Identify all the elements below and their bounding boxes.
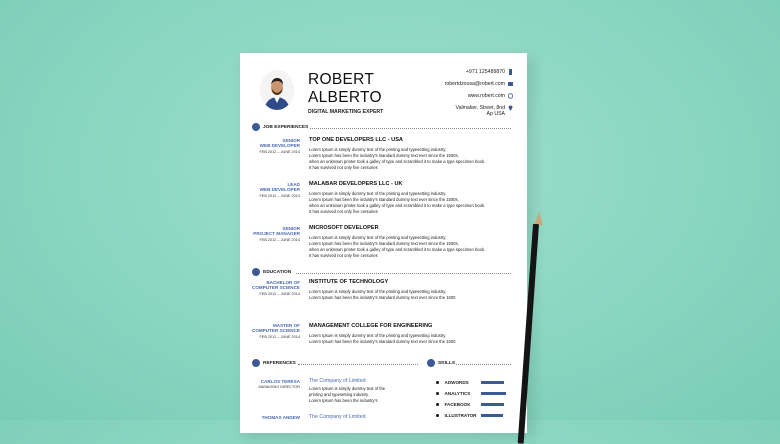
- email-icon: [508, 81, 513, 87]
- skill-bar: [481, 414, 503, 417]
- contact-phone: [445, 69, 513, 81]
- ref-1-desc: [309, 386, 419, 404]
- job-1-date: FEB 2012 – JUNE 2014: [259, 149, 300, 154]
- star-icon: [427, 359, 435, 367]
- ref-1-company: The Company of Limited: [309, 378, 366, 384]
- edu-2-meta: [246, 323, 300, 340]
- edu-1-degree-2: COMPUTER SCIENCE: [252, 285, 300, 291]
- job-1-desc: [309, 147, 514, 171]
- edu-1-date: FEB 2012 – JUNE 2014: [259, 291, 300, 296]
- name-line-2: ALBERTO: [308, 88, 382, 106]
- graduation-cap-icon: [252, 268, 260, 276]
- skill-item: [436, 402, 516, 407]
- address-line-1: Valmaker, Street, 8nd: [455, 105, 505, 111]
- section-job-label: JOB EXPERIENCES: [263, 124, 309, 130]
- divider: [310, 128, 511, 129]
- text-line: when an unknown printer took a galley of type and scrambled it to make a type specimen book.: [309, 247, 486, 252]
- section-education-label: EDUCATION: [263, 269, 292, 275]
- job-3-meta: [246, 226, 300, 243]
- skill-item: [436, 413, 516, 418]
- text-line: It has survived not only five centuries: [309, 165, 378, 170]
- skill-name: ADWORDS: [444, 380, 469, 385]
- website-text: www.robert.com: [467, 93, 505, 99]
- ref-1-role: MANAGING DIRECTOR: [258, 385, 300, 390]
- text-line: when an unknown printer took a galley of type and scrambled it to make a type specimen book.: [309, 203, 486, 208]
- section-references: [252, 359, 296, 367]
- contact-block: [445, 69, 513, 117]
- edu-2-degree-1: MASTER OF: [272, 323, 300, 328]
- text-line: Lorem Ipsum has been the industry's standard dummy text ever since the 1500s,: [309, 241, 459, 246]
- edu-1-school: INSTITUTE OF TECHNOLOGY: [309, 279, 389, 285]
- text-line: Lorem Ipsum has been the industry's standard dummy text ever since the 1500s,: [309, 197, 459, 202]
- skill-bar: [481, 392, 506, 395]
- contact-address: [445, 105, 513, 117]
- skill-name: FACEBOOK: [444, 402, 471, 407]
- job-3-desc: [309, 235, 514, 259]
- text-line: Lorem Ipsum is simply dummy text of the printing and typesetting industry.: [309, 191, 447, 196]
- contact-email: [445, 81, 513, 93]
- ref-1-name: CARLOS TERESA: [260, 379, 300, 384]
- job-1: [309, 137, 514, 171]
- phone-icon: [508, 69, 513, 75]
- text-line: Lorem Ipsum has been the industry's: [309, 398, 378, 403]
- skill-bar: [481, 403, 504, 406]
- ref-1: [309, 378, 419, 404]
- text-line: It has survived not only five centuries: [309, 253, 378, 258]
- ref-2-name: THOMAS ANDEW: [261, 415, 300, 420]
- job-1-role-1: SENIOR: [282, 138, 300, 143]
- text-line: printing and typesetting industry.: [309, 392, 369, 397]
- job-3-role-1: SENIOR: [282, 226, 300, 231]
- job-2-desc: [309, 191, 514, 215]
- profile-photo: [260, 70, 294, 110]
- ref-2-company: The Company of Limited: [309, 414, 366, 420]
- text-line: when an unknown printer took a galley of type and scrambled it to make a type specimen book.: [309, 159, 486, 164]
- skill-bar: [481, 381, 504, 384]
- text-line: It has survived not only five centuries: [309, 209, 378, 214]
- globe-icon: [508, 93, 513, 99]
- job-1-role-2: WEB DEVELOPER: [259, 143, 300, 149]
- edu-2: [309, 323, 514, 345]
- skill-item: [436, 391, 516, 396]
- address-line-2: Ap USA: [486, 111, 505, 117]
- bullet-icon: [436, 414, 439, 417]
- text-line: Lorem Ipsum is simply dummy text of the printing and typesetting industry.: [309, 289, 447, 294]
- text-line: Lorem Ipsum is simply dummy text of the: [309, 386, 386, 391]
- edu-1: [309, 279, 514, 301]
- contact-website: [445, 93, 513, 105]
- text-line: Lorem Ipsum has been the industry's standard dummy text ever since the 1500s,: [309, 153, 459, 158]
- job-2-company: MALABAR DEVELOPERS LLC - UK: [309, 181, 403, 187]
- text-line: Lorem Ipsum has been the industry's standard dummy text ever since the 1500: [309, 339, 456, 344]
- job-1-company: TOP ONE DEVELOPERS LLC - USA: [309, 137, 403, 143]
- ref-2: [309, 414, 419, 422]
- bullet-icon: [436, 392, 439, 395]
- name-line-1: ROBERT: [308, 71, 375, 88]
- job-3-role-2: PROJECT MANAGER: [253, 231, 300, 237]
- job-2: [309, 181, 514, 215]
- job-3-date: FEB 2012 – JUNE 2014: [259, 237, 300, 242]
- edu-1-meta: [246, 280, 300, 297]
- divider: [456, 364, 511, 365]
- skill-item: [436, 380, 516, 385]
- text-line: Lorem Ipsum is simply dummy text of the printing and typesetting industry.: [309, 333, 447, 338]
- avatar-icon: [260, 70, 294, 110]
- job-3-company: MICROSOFT DEVELOPER: [309, 225, 379, 231]
- job-2-role-2: WEB DEVELOPER: [259, 187, 300, 193]
- person-name: [308, 71, 382, 106]
- text-line: Lorem Ipsum is simply dummy text of the printing and typesetting industry.: [309, 235, 447, 240]
- phone-text: +971 125489870: [465, 69, 505, 75]
- edu-1-degree-1: BACHELOR OF: [266, 280, 300, 285]
- resume-page: [240, 53, 527, 433]
- job-3: [309, 225, 514, 259]
- divider: [298, 364, 418, 365]
- job-1-meta: [246, 138, 300, 155]
- text-line: Lorem Ipsum has been the industry's standard dummy text ever since the 1500: [309, 295, 456, 300]
- job-title: DIGITAL MARKETING EXPERT: [308, 109, 384, 115]
- edu-2-degree-2: COMPUTER SCIENCE: [252, 328, 300, 334]
- email-text: robertdzousa@robert.com: [444, 81, 505, 87]
- edu-2-date: FEB 2012 – JUNE 2014: [259, 334, 300, 339]
- job-2-meta: [246, 182, 300, 199]
- skill-name: ILLUSTRATOR: [444, 413, 477, 418]
- people-icon: [252, 359, 260, 367]
- section-references-label: REFERENCES: [263, 360, 296, 366]
- ref-1-meta: [246, 379, 300, 391]
- text-line: Lorem Ipsum is simply dummy text of the printing and typesetting industry.: [309, 147, 447, 152]
- job-2-role-1: LEAD: [287, 182, 300, 187]
- section-education: [252, 268, 291, 276]
- edu-2-desc: [309, 333, 514, 345]
- bullet-icon: [436, 381, 439, 384]
- section-skills: [427, 359, 455, 367]
- section-skills-label: SKILLS: [438, 360, 456, 366]
- bullet-icon: [436, 403, 439, 406]
- skill-name: ANALYTICS: [444, 391, 471, 396]
- edu-2-school: MANAGEMENT COLLEGE FOR ENGINEERING: [309, 323, 433, 329]
- job-2-date: FEB 2012 – JUNE 2014: [259, 193, 300, 198]
- location-pin-icon: [508, 105, 513, 111]
- divider: [296, 273, 511, 274]
- edu-1-desc: [309, 289, 514, 301]
- section-job-experiences: [252, 123, 308, 131]
- briefcase-icon: [252, 123, 260, 131]
